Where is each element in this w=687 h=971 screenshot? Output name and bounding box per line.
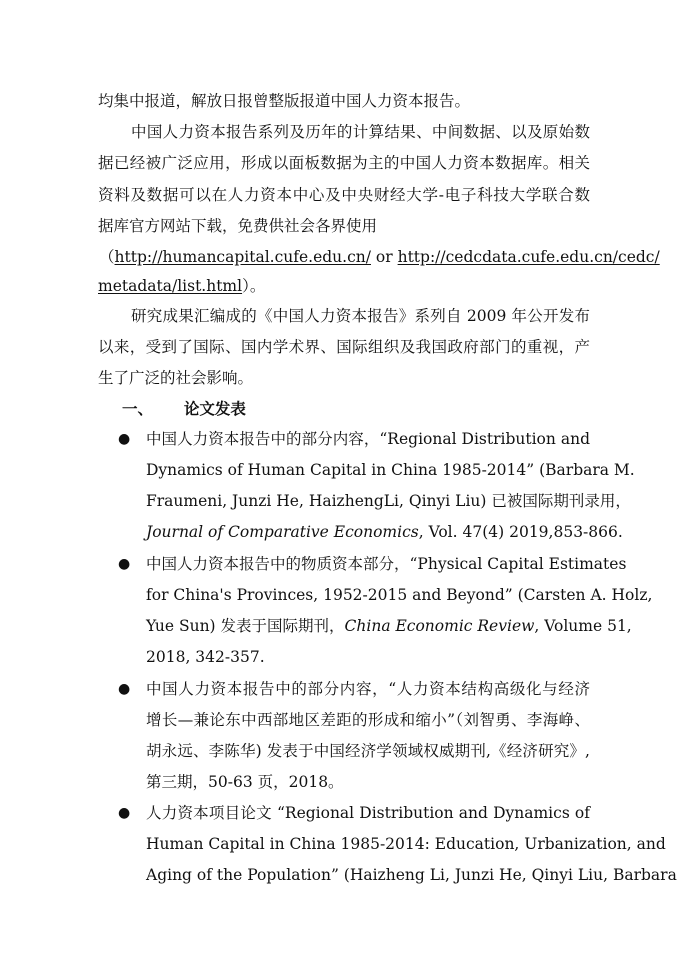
paragraph-line: 以来，受到了国际、国内学术界、国际组织及我国政府部门的重视，产 <box>98 338 590 356</box>
citation-detail: , Vol. 47(4) 2019,853-866. <box>418 523 623 541</box>
paragraph-line: 研究成果汇编成的《中国人力资本报告》系列自 2009 年公开发布 <box>131 307 590 325</box>
citation-authors: Yue Sun) 发表于国际期刊， <box>146 617 345 635</box>
list-item-line: for China's Provinces, 1952-2015 and Beyond” (Carsten A. Holz, <box>146 586 653 604</box>
citation-detail: , Volume 51, <box>534 617 632 635</box>
section-heading <box>122 398 246 420</box>
section-title: 论文发表 <box>183 399 246 418</box>
or-text: or <box>370 248 398 266</box>
paragraph-line: 均集中报道，解放日报曾整版报道中国人力资本报告。 <box>98 92 471 110</box>
paragraph-line: 据已经被广泛应用，形成以面板数据为主的中国人力资本数据库。相关 <box>98 154 590 172</box>
paragraph-line: 中国人力资本报告系列及历年的计算结果、中间数据、以及原始数 <box>131 123 590 141</box>
paren-close: ）。 <box>242 277 266 295</box>
journal-name: Journal of Comparative Economics <box>146 523 419 541</box>
list-item-line: 2018, 342-357. <box>146 648 265 666</box>
paren-open: （ <box>99 248 115 266</box>
bullet-icon: ● <box>118 556 131 572</box>
list-item-line <box>146 615 632 637</box>
cedcdata-link-cont[interactable]: metadata/list.html <box>98 277 243 295</box>
list-item-line: Aging of the Population” (Haizheng Li, Junzi He, Qinyi Liu, Barbara <box>146 866 677 884</box>
list-item-line: Fraumeni, Junzi He, HaizhengLi, Qinyi Liu) 已被国际期刊录用， <box>146 492 631 510</box>
list-item-line: 增长—兼论东中西部地区差距的形成和缩小”（刘智勇、李海峥、 <box>146 711 590 729</box>
journal-name: China Economic Review <box>344 617 535 635</box>
list-item-line: 中国人力资本报告中的部分内容，“Regional Distribution and <box>146 430 590 448</box>
list-item-line <box>146 521 623 543</box>
section-number: 一、 <box>122 399 154 418</box>
list-item-line: 胡永远、李陈华) 发表于中国经济学领域权威期刊,《经济研究》, <box>146 742 590 760</box>
list-item-line: Dynamics of Human Capital in China 1985-2014” (Barbara M. <box>146 461 635 479</box>
bullet-icon: ● <box>118 431 131 447</box>
list-item-line: Human Capital in China 1985-2014: Education, Urbanization, and <box>146 835 666 853</box>
paragraph-line <box>99 246 660 268</box>
bullet-icon: ● <box>118 805 131 821</box>
list-item-line: 第三期，50-63 页，2018。 <box>146 773 344 791</box>
list-item-line: 中国人力资本报告中的部分内容，“人力资本结构高级化与经济 <box>146 680 590 698</box>
list-item-line: 人力资本项目论文 “Regional Distribution and Dynamics of <box>146 804 590 822</box>
humancapital-link[interactable]: http://humancapital.cufe.edu.cn/ <box>114 248 371 266</box>
paragraph-line: 生了广泛的社会影响。 <box>98 369 254 387</box>
paragraph-line <box>98 275 590 297</box>
paragraph-line: 资料及数据可以在人力资本中心及中央财经大学-电子科技大学联合数 <box>98 186 590 204</box>
bullet-icon: ● <box>118 681 131 697</box>
cedcdata-link[interactable]: http://cedcdata.cufe.edu.cn/cedc/ <box>397 248 660 266</box>
list-item-line: 中国人力资本报告中的物质资本部分，“Physical Capital Estimates <box>146 555 627 573</box>
paragraph-line: 据库官方网站下载，免费供社会各界使用 <box>98 217 378 235</box>
